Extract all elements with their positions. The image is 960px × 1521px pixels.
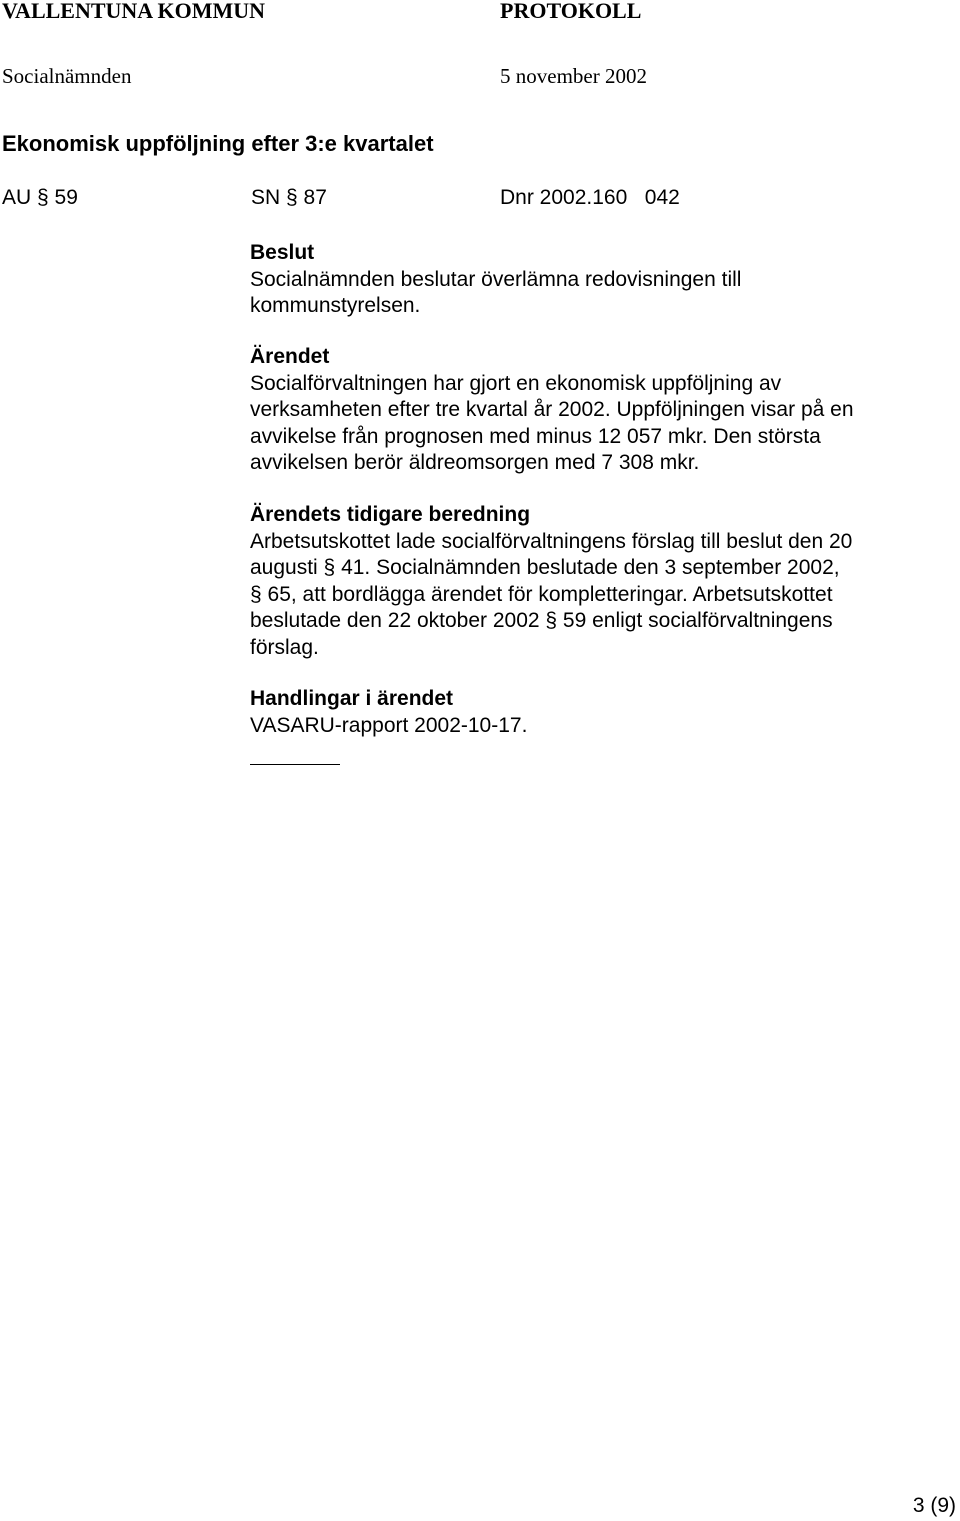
section-line: augusti § 41. Socialnämnden beslutade den 3 september 2002, [250,556,840,579]
section-line: beslutade den 22 oktober 2002 § 59 enligt socialförvaltningens [250,609,833,632]
sn-reference: SN § 87 [251,186,327,209]
section-heading: Ärendets tidigare beredning [250,503,531,526]
section-arendet [250,344,854,477]
section-line: verksamheten efter tre kvartal år 2002. Uppföljningen visar på en [250,398,854,421]
page-number: 3 (9) [912,1494,956,1517]
closing-rule [250,764,340,765]
section-tidigare-beredning [250,502,852,661]
committee-name: Socialnämnden [2,64,132,88]
section-beslut [250,240,741,320]
section-heading: Ärendet [250,345,330,368]
section-line: § 65, att bordlägga ärendet för kompletteringar. Arbetsutskottet [250,582,833,606]
section-line: Socialnämnden beslutar överlämna redovisningen till [250,267,742,291]
section-line: förslag. [250,635,319,659]
section-line: kommunstyrelsen. [250,294,421,317]
document-type: PROTOKOLL [500,0,642,23]
page-title: Ekonomisk uppföljning efter 3:e kvartalet [2,131,434,156]
section-line: VASARU-rapport 2002-10-17. [250,713,528,737]
au-reference: AU § 59 [2,186,78,209]
section-line: avvikelsen berör äldreomsorgen med 7 308 mkr. [250,451,700,474]
organization-name: VALLENTUNA KOMMUN [2,0,266,23]
meeting-date: 5 november 2002 [500,64,647,88]
section-handlingar [250,686,527,739]
section-line: avvikelse från prognosen med minus 12 057 mkr. Den största [250,424,821,448]
section-heading: Handlingar i ärendet [250,687,454,710]
section-line: Arbetsutskottet lade socialförvaltningens förslag till beslut den 20 [250,529,853,553]
section-line: Socialförvaltningen har gjort en ekonomisk uppföljning av [250,371,782,395]
section-heading: Beslut [250,241,315,264]
dnr-reference: Dnr 2002.160 042 [500,186,680,209]
